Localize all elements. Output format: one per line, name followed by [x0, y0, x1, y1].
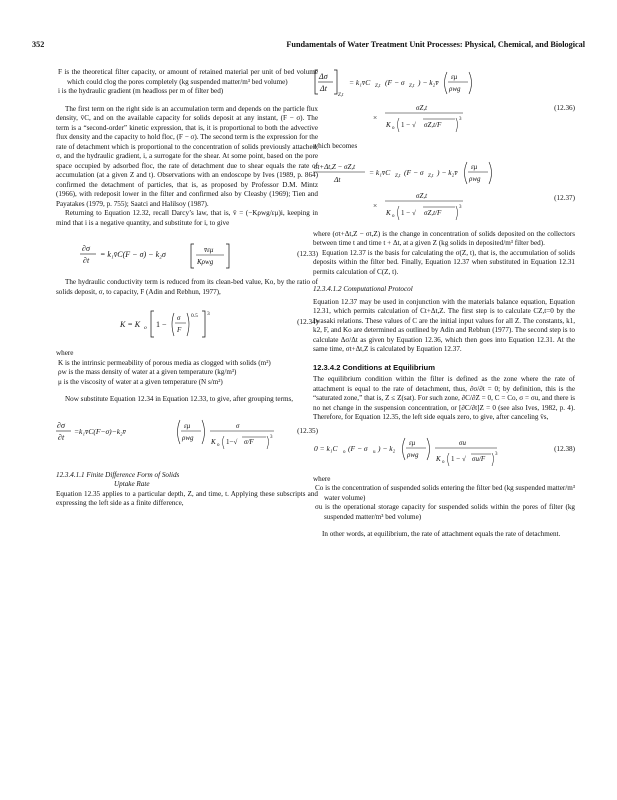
svg-text:Z,t: Z,t [395, 173, 401, 179]
svg-text:K: K [386, 121, 391, 129]
svg-text:1 − √: 1 − √ [401, 121, 416, 129]
svg-text:F: F [177, 326, 182, 334]
equation-graphic [313, 68, 575, 134]
svg-text:3: 3 [459, 204, 462, 210]
right-column [313, 68, 575, 540]
svg-text:σu/F: σu/F [472, 454, 486, 463]
svg-text:×: × [373, 200, 378, 210]
svg-text:K: K [211, 437, 216, 446]
equation-graphic [56, 303, 318, 343]
equation-number: (12.35) [297, 426, 318, 435]
svg-text:×: × [373, 113, 378, 122]
svg-text:) − k₂v̄: ) − k₂v̄ [418, 78, 439, 87]
svg-text:σu: σu [459, 438, 466, 447]
paragraph: Equation 12.35 applies to a particular depth, Z, and time, t. Applying these subscripts and expressing the left side as a finite difference, [56, 489, 318, 507]
paragraph: The hydraulic conductivity term is reduced from its clean-bed value, Ko, by the ratio of solids deposit, σ, to capacity, F (Adin and Rebhun, 1977), [56, 278, 318, 296]
svg-text:σt+Δt,Z − σZ,t: σt+Δt,Z − σZ,t [314, 162, 356, 171]
svg-text:K: K [386, 208, 391, 217]
svg-text:v̄εμ: v̄εμ [204, 246, 214, 254]
svg-text:o: o [392, 126, 395, 131]
equation-number: (12.34) [297, 318, 318, 326]
svg-text:ρwg: ρwg [449, 85, 461, 93]
equation-graphic [56, 411, 318, 455]
svg-text:∂t: ∂t [83, 256, 90, 265]
svg-text:) − k₂v̄: ) − k₂v̄ [437, 167, 458, 177]
paragraph: Equation 12.37 may be used in conjunction with the materials balance equation, Equation 12.31, which permits calculation of Ct+Δt,Z. The first step is to calculate CZ,t=0 by the Iwasaki relations. These values of C are the initial input values for all Z. The constants, k1, k2, F, and Ko are determined as outlined by Adin and Rebhun (1977). The second step is to calculate Δσ/Δt as given by Equation 12.36, which then goes into Equation 12.31. At the same time, σt+Δt,Z is calculated by Equation 12.37. [313, 297, 575, 353]
definition-Co: Co is the concentration of suspended solids entering the filter bed (kg suspended matter/m³ water volume) [315, 484, 575, 502]
svg-text:εμ: εμ [184, 421, 191, 430]
svg-text:(F − σ: (F − σ [404, 167, 424, 177]
definition-i: i is the hydraulic gradient (m headloss per m of filter bed) [58, 87, 224, 95]
section-heading-cont: Uptake Rate [114, 480, 150, 488]
equation-number: (12.37) [554, 193, 575, 202]
svg-text:1 − √: 1 − √ [451, 454, 466, 463]
left-column [56, 68, 318, 509]
svg-text:Δt: Δt [334, 174, 341, 184]
svg-text:Z,t: Z,t [338, 93, 344, 98]
svg-text:σZ,t/F: σZ,t/F [424, 208, 442, 217]
svg-text:o: o [343, 449, 346, 455]
equation-12-36 [313, 68, 575, 134]
svg-text:∂t: ∂t [58, 432, 65, 442]
definition-K: K is the intrinsic permeability of porous media as clogged with solids (m²) [58, 358, 271, 367]
svg-text:σ: σ [177, 314, 181, 322]
equation-graphic [313, 431, 575, 469]
page-number: 352 [32, 40, 45, 49]
definition-F: F is the theoretical filter capacity, or amount of retained material per unit of bed volume which could clog the pores completely (kg suspended matter/m³ bed volume) [58, 68, 318, 86]
svg-text:3: 3 [207, 311, 210, 317]
equation-12-38 [313, 431, 575, 469]
svg-text:∂σ: ∂σ [57, 420, 65, 430]
svg-text:= k₁v̄C: = k₁v̄C [349, 78, 371, 87]
paragraph: Now substitute Equation 12.34 in Equation 12.33, to give, after grouping terms, [65, 395, 294, 403]
where-label: where [56, 349, 74, 357]
svg-text:εμ: εμ [409, 438, 416, 447]
svg-text:= k₁v̄C(F − σ) − k₂σ: = k₁v̄C(F − σ) − k₂σ [100, 250, 166, 259]
svg-text:3: 3 [459, 117, 462, 122]
equation-12-35 [56, 411, 318, 455]
svg-text:σZ,t/F: σZ,t/F [424, 121, 442, 129]
svg-text:1 −: 1 − [156, 320, 167, 329]
section-heading: 12.3.4.1.1 Finite Difference Form of Solids [56, 470, 180, 479]
svg-text:3: 3 [495, 451, 498, 457]
equation-number: (12.36) [554, 104, 575, 112]
svg-text:o: o [392, 213, 395, 219]
svg-text:εμ: εμ [471, 162, 478, 171]
svg-text:o: o [217, 442, 220, 448]
page-header [32, 40, 585, 54]
equation-12-34 [56, 303, 318, 343]
equation-12-33 [56, 236, 318, 272]
svg-text:K: K [436, 454, 441, 463]
paragraph: In other words, at equilibrium, the rate of attachment equals the rate of detachment. [322, 530, 561, 538]
svg-text:σZ,t: σZ,t [416, 104, 428, 112]
equation-number: (12.33) [297, 250, 318, 258]
svg-text:) − k₂: ) − k₂ [378, 443, 396, 453]
svg-text:ρwg: ρwg [407, 450, 419, 459]
svg-text:ρwg: ρwg [469, 174, 481, 183]
svg-text:Z,t: Z,t [375, 84, 381, 89]
svg-text:K = K: K = K [120, 320, 141, 329]
svg-text:= k₁v̄C: = k₁v̄C [369, 167, 391, 177]
equation-graphic [56, 236, 318, 272]
svg-text:(F − σ: (F − σ [385, 78, 405, 87]
svg-text:Δt: Δt [320, 84, 327, 93]
svg-text:o: o [442, 459, 445, 465]
svg-text:σ: σ [236, 421, 240, 430]
svg-text:Z,t: Z,t [409, 84, 415, 89]
svg-text:σZ,t: σZ,t [416, 191, 428, 200]
equation-graphic [313, 158, 575, 222]
paragraph: where (σt+Δt,Z − σt,Z) is the change in concentration of solids deposited on the collectors between time t and time t + Δt, at a given Z (kg solids in deposited/m³ filter bed). [313, 229, 575, 247]
svg-text:3: 3 [270, 434, 273, 440]
svg-text:0 = k₁C: 0 = k₁C [314, 443, 338, 453]
equation-12-37 [313, 158, 575, 222]
paragraph: The first term on the right side is an accumulation term and depends on the particle flux density, v̄C, and on the available capacity for solids deposit at any instant, (F − σ). The term is a “second-order” kinetic expression, that is, it is proportional to both the advective flux density and the capacity to hold floc, (F − σ). The second term is the expression for the rate of detachment which is proportional to the concentration of solids previously attached, σ, and the hydraulic gradient, i, a surrogate for the shear. At some point, based on the pore space occupied by adsorbed floc, the rate of detachment due to shear equals the rate of accumulation (at a given Z and t). Observations with an endoscope by Ives (1989, p. 864) confirmed the detachment of particles, that is, as proposed by Professor D.M. Mintz (1966), with redeposit lower in the filter and confirmed also by Cleasby (1969); Tien and Payatakes (1979, p. 755); Saatci and Halilsoy (1987). [56, 104, 318, 208]
svg-text:(F − σ: (F − σ [348, 443, 368, 453]
which-becomes: which becomes [313, 142, 358, 150]
svg-text:1−√: 1−√ [226, 437, 238, 446]
paragraph: Returning to Equation 12.32, recall Darcy’s law, that is, v̄ = (−Kρwg/εμ)i, keeping in mind that i is a negative quantity, and substitute for i, to give [56, 209, 318, 227]
svg-text:Kρwg: Kρwg [197, 258, 214, 266]
section-heading: 12.3.4.2 Conditions at Equilibrium [313, 362, 435, 372]
svg-text:∂σ: ∂σ [82, 244, 90, 253]
svg-text:1 − √: 1 − √ [401, 208, 416, 217]
paragraph: The equilibrium condition within the filter is defined as the zone where the rate of attachment is equal to the rate of detachment, thus, ∂σ/∂t = 0; by definition, this is the “saturated zone,” that is, Z ≤ Z(sat). For such zone, ∂C/∂Z = 0, C = Co, σ = σu, and there is no net change in the suspension concentration, or [∂C/∂t]Z = 0 (see also Ives, 1982, p. 4). Therefore, for Equation 12.35, the left side equals zero, to give, after canceling v̄s, [313, 375, 575, 421]
svg-text:0.5: 0.5 [191, 313, 198, 319]
svg-text:u: u [373, 449, 376, 455]
paragraph: Equation 12.37 is the basis for calculating the σ(Z, t), that is, the accumulation of solids deposits within the filter bed. Finally, Equation 12.37 when substituted in Equation 12.31 permits calculation of C(Z, t). [313, 248, 575, 276]
svg-text:o: o [144, 325, 147, 331]
svg-text:=k₁v̄C(F−σ)−k₂v̄: =k₁v̄C(F−σ)−k₂v̄ [74, 426, 126, 436]
where-label: where [313, 474, 331, 483]
svg-text:σ/F: σ/F [244, 437, 254, 446]
equation-number: (12.38) [554, 444, 575, 453]
svg-text:Δσ: Δσ [319, 72, 328, 81]
definition-mu: μ is the viscosity of water at a given temperature (N s/m²) [58, 377, 223, 386]
definition-sigma-u: σu is the operational storage capacity for suspended solids within the pores of filter (kg suspended matter/m³ bed volume) [315, 503, 575, 521]
definition-rho: ρw is the mass density of water at a given temperature (kg/m³) [58, 368, 237, 376]
svg-text:Z,t: Z,t [428, 173, 434, 179]
section-heading: 12.3.4.1.2 Computational Protocol [313, 285, 413, 293]
svg-text:ρwg: ρwg [182, 433, 194, 442]
svg-text:εμ: εμ [451, 73, 458, 81]
running-title: Fundamentals of Water Treatment Unit Processes: Physical, Chemical, and Biological [286, 40, 585, 49]
